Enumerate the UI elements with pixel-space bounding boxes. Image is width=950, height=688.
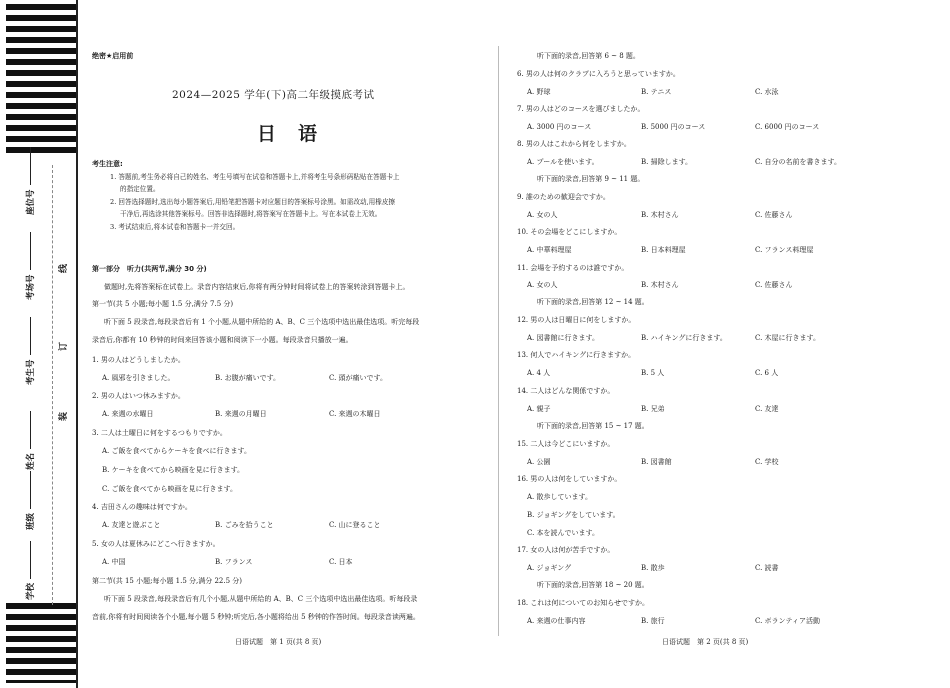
option-c: C. 来週の木曜日 bbox=[329, 410, 381, 418]
notice-line: 的指定位置。 bbox=[120, 185, 160, 193]
seat-field: 座位号 bbox=[24, 147, 36, 215]
option-c: C. 佐藤さん bbox=[755, 211, 793, 219]
page-footer: 日语试题 第 2 页(共 8 页) bbox=[662, 638, 749, 646]
option-b: B. 兄弟 bbox=[641, 405, 665, 413]
question-12: 12. 男の人は日曜日に何をしますか。 bbox=[517, 316, 636, 324]
part1-heading: 第一部分 听力(共两节,满分 30 分) bbox=[92, 265, 207, 273]
group-intro: 听下面的录音,回答第 12 ~ 14 题。 bbox=[537, 298, 649, 306]
option-a: A. 親子 bbox=[527, 405, 551, 413]
option-c: C. 佐藤さん bbox=[755, 281, 793, 289]
option-b: B. ジョギングをしています。 bbox=[527, 511, 620, 519]
binding-stripes-top bbox=[6, 4, 76, 154]
class-field: 班级 bbox=[24, 471, 36, 530]
section2-heading: 第二节(共 15 小题;每小题 1.5 分,满分 22.5 分) bbox=[92, 577, 243, 585]
student-id-field: 考生号 bbox=[24, 317, 36, 385]
mark-bind: 订 bbox=[59, 341, 70, 352]
question-4: 4. 吉田さんの趣味は何ですか。 bbox=[92, 503, 192, 511]
notice-line: 3. 考试结束后,将本试卷和答题卡一并交回。 bbox=[110, 223, 240, 231]
subject-title: 日语 bbox=[257, 123, 340, 145]
option-c: C. 学校 bbox=[755, 458, 779, 466]
binding-stripes-bottom bbox=[6, 603, 76, 683]
option-a: A. 女の人 bbox=[527, 281, 558, 289]
group-intro: 听下面的录音,回答第 15 ~ 17 题。 bbox=[537, 422, 649, 430]
option-c: C. ボランティア活動 bbox=[755, 617, 820, 625]
question-15: 15. 二人は今どこにいますか。 bbox=[517, 440, 615, 448]
question-11: 11. 会場を予約するのは誰ですか。 bbox=[517, 264, 629, 272]
option-b: B. ハイキングに行きます。 bbox=[641, 334, 727, 342]
group-intro: 听下面的录音,回答第 6 ~ 8 题。 bbox=[537, 52, 640, 60]
question-8: 8. 男の人はこれから何をしますか。 bbox=[517, 140, 631, 148]
mark-line: 线 bbox=[59, 263, 70, 274]
confidential-label: 绝密★启用前 bbox=[92, 52, 134, 60]
option-a: A. 中華料理屋 bbox=[527, 246, 572, 254]
question-14: 14. 二人はどんな関係ですか。 bbox=[517, 387, 615, 395]
option-a: A. 女の人 bbox=[527, 211, 558, 219]
option-a: A. 風邪を引きました。 bbox=[102, 374, 175, 382]
exam-room-field: 考场号 bbox=[24, 232, 36, 300]
question-13: 13. 何人でハイキングに行きますか。 bbox=[517, 351, 636, 359]
option-a: A. 来週の水曜日 bbox=[102, 410, 154, 418]
notice-heading: 考生注意: bbox=[92, 160, 123, 168]
option-c: C. 水泳 bbox=[755, 88, 779, 96]
school-field: 学校 bbox=[24, 541, 36, 600]
section1-intro: 听下面 5 段录音,每段录音后有 1 个小题,从题中所给的 A、B、C 三个选项中选出最佳选项。听完每段 bbox=[104, 318, 420, 326]
option-b: B. ケーキを食べてから映画を見に行きます。 bbox=[102, 466, 245, 474]
question-1: 1. 男の人はどうしましたか。 bbox=[92, 356, 185, 364]
option-c: C. 日本 bbox=[329, 558, 353, 566]
option-b: B. ごみを拾うこと bbox=[215, 521, 274, 529]
cut-line bbox=[52, 165, 53, 605]
section1-intro: 录音后,你都有 10 秒钟的时间来回答该小题和阅读下一小题。每段录音只播放一遍。 bbox=[92, 336, 353, 344]
option-a: A. 来週の仕事内容 bbox=[527, 617, 586, 625]
page-footer: 日语试题 第 1 页(共 8 页) bbox=[235, 638, 322, 646]
option-b: B. 旅行 bbox=[641, 617, 665, 625]
option-a: A. プールを使います。 bbox=[527, 158, 599, 166]
question-10: 10. その会場をどこにしますか。 bbox=[517, 228, 622, 236]
option-b: B. フランス bbox=[215, 558, 253, 566]
option-c: C. 6 人 bbox=[755, 369, 779, 377]
option-a: A. 野球 bbox=[527, 88, 551, 96]
name-field: 姓名 bbox=[24, 411, 36, 470]
option-b: B. 散歩 bbox=[641, 564, 665, 572]
option-b: B. テニス bbox=[641, 88, 672, 96]
option-a: A. 友達と遊ぶこと bbox=[102, 521, 161, 529]
section2-intro: 音前,你将有时间阅读各个小题,每小题 5 秒钟;听完后,各小题将给出 5 秒钟的作答时间。每段录音读两遍。 bbox=[92, 613, 420, 621]
question-3: 3. 二人は土曜日に何をするつもりですか。 bbox=[92, 429, 227, 437]
option-b: B. お腹が痛いです。 bbox=[215, 374, 281, 382]
column-divider bbox=[498, 46, 499, 636]
option-c: C. 友達 bbox=[755, 405, 779, 413]
option-b: B. 来週の月曜日 bbox=[215, 410, 267, 418]
mark-staple: 装 bbox=[59, 411, 70, 422]
question-18: 18. これは何についてのお知らせですか。 bbox=[517, 599, 650, 607]
option-a: A. 中国 bbox=[102, 558, 126, 566]
question-17: 17. 女の人は何が苦手ですか。 bbox=[517, 546, 615, 554]
option-b: B. 日本料理屋 bbox=[641, 246, 686, 254]
option-c: C. 読書 bbox=[755, 564, 779, 572]
question-7: 7. 男の人はどのコースを選びましたか。 bbox=[517, 105, 645, 113]
option-a: A. 4 人 bbox=[527, 369, 551, 377]
option-c: C. ご飯を食べてから映画を見に行きます。 bbox=[102, 485, 237, 493]
question-6: 6. 男の人は何のクラブに入ろうと思っていますか。 bbox=[517, 70, 680, 78]
question-16: 16. 男の人は何をしていますか。 bbox=[517, 475, 622, 483]
binding-margin bbox=[0, 0, 80, 688]
question-2: 2. 男の人はいつ休みますか。 bbox=[92, 392, 185, 400]
option-b: B. 5000 円のコース bbox=[641, 123, 706, 131]
option-b: B. 木村さん bbox=[641, 211, 679, 219]
option-a: A. ご飯を食べてからケーキを食べに行きます。 bbox=[102, 447, 251, 455]
notice-line: 干净后,再选涂其他答案标号。回答非选择题时,将答案写在答题卡上。写在本试卷上无效。 bbox=[120, 210, 382, 218]
notice-line: 2. 回答选择题时,选出每小题答案后,用铅笔把答题卡对应题目的答案标号涂黑。如需改动,用橡皮擦 bbox=[110, 198, 396, 206]
section1-heading: 第一节(共 5 小题;每小题 1.5 分,满分 7.5 分) bbox=[92, 300, 234, 308]
option-a: A. 図書館に行きます。 bbox=[527, 334, 599, 342]
option-c: C. 頭が痛いです。 bbox=[329, 374, 387, 382]
group-intro: 听下面的录音,回答第 18 ~ 20 题。 bbox=[537, 581, 649, 589]
binding-rule bbox=[76, 0, 78, 688]
section2-intro: 听下面 5 段录音,每段录音后有几个小题,从题中所给的 A、B、C 三个选项中选出最佳选项。听每段录 bbox=[104, 595, 418, 603]
option-c: C. 自分の名前を書きます。 bbox=[755, 158, 841, 166]
exam-title: 2024—2025 学年(下)高二年级摸底考试 bbox=[172, 89, 375, 101]
option-b: B. 掃除します。 bbox=[641, 158, 693, 166]
option-c: C. 山に登ること bbox=[329, 521, 381, 529]
question-9: 9. 誰のための歓迎会ですか。 bbox=[517, 193, 610, 201]
option-c: C. 本を読んでいます。 bbox=[527, 529, 599, 537]
option-b: B. 5 人 bbox=[641, 369, 665, 377]
option-a: A. 散歩しています。 bbox=[527, 493, 592, 501]
option-a: A. ジョギング bbox=[527, 564, 572, 572]
option-c: C. 6000 円のコース bbox=[755, 123, 820, 131]
option-b: B. 図書館 bbox=[641, 458, 672, 466]
option-c: C. 木屋に行きます。 bbox=[755, 334, 820, 342]
option-a: A. 3000 円のコース bbox=[527, 123, 592, 131]
part1-intro: 做题时,先将答案标在试卷上。录音内容结束后,你将有两分钟时间将试卷上的答案转涂到答题卡上。 bbox=[104, 283, 410, 291]
option-a: A. 公園 bbox=[527, 458, 551, 466]
option-b: B. 木村さん bbox=[641, 281, 679, 289]
group-intro: 听下面的录音,回答第 9 ~ 11 题。 bbox=[537, 175, 645, 183]
question-5: 5. 女の人は夏休みにどこへ行きますか。 bbox=[92, 540, 220, 548]
notice-line: 1. 答题前,考生务必将自己的姓名、考生号填写在试卷和答题卡上,并将考生号条形码粘贴在答题卡上 bbox=[110, 173, 400, 181]
option-c: C. フランス料理屋 bbox=[755, 246, 814, 254]
